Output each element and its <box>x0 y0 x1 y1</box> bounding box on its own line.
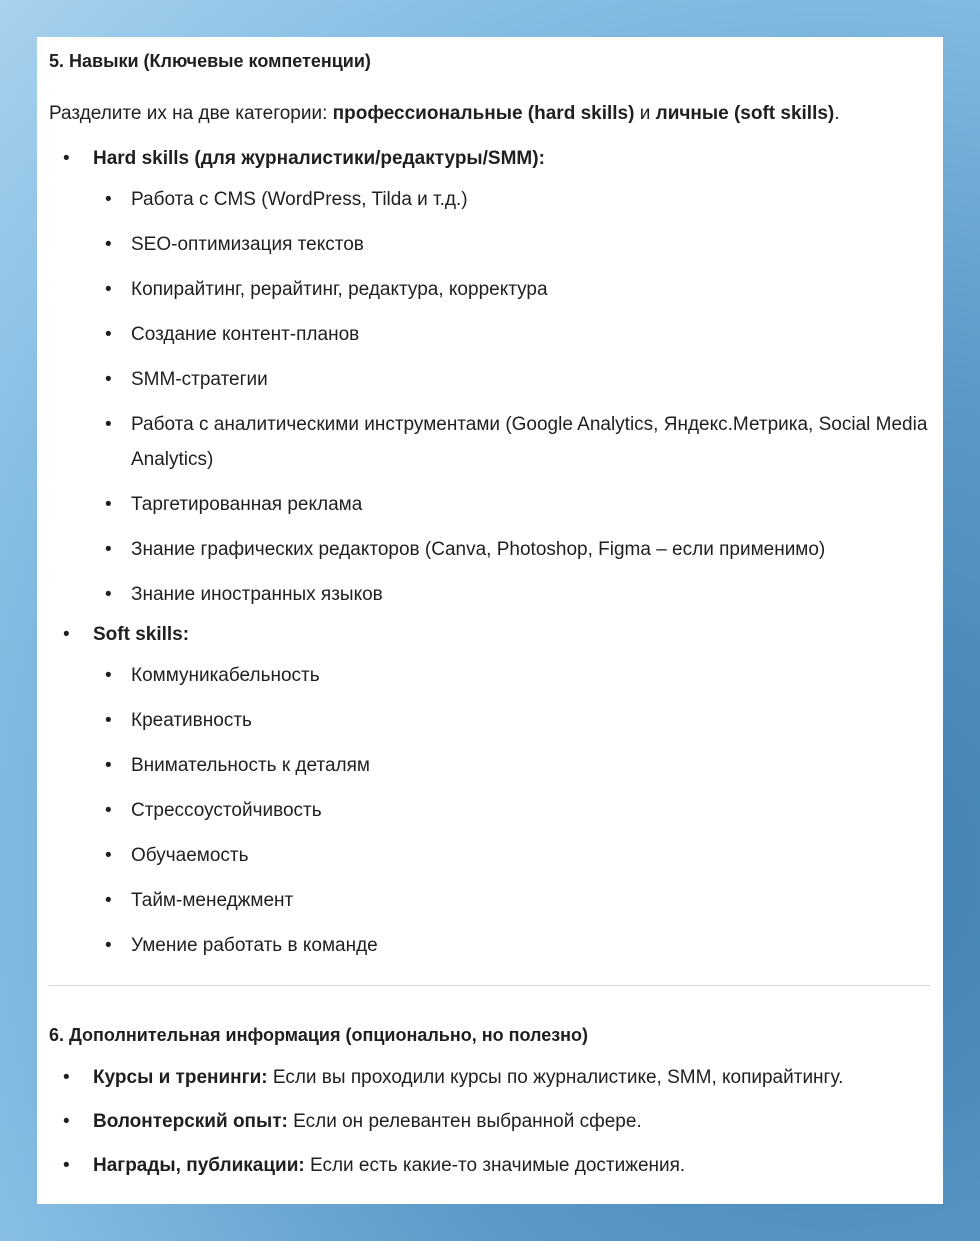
bullet-icon: • <box>63 148 70 169</box>
bullet-icon: • <box>105 189 112 210</box>
bullet-icon: • <box>105 710 112 731</box>
list-item-label: Волонтерский опыт: <box>93 1111 288 1132</box>
list-item <box>93 883 930 918</box>
list-item <box>49 1065 930 1091</box>
list-item <box>93 838 930 873</box>
intro-soft-skills: личные (soft skills) <box>655 103 835 124</box>
bullet-icon: • <box>105 494 112 515</box>
list-item-text: Креативность <box>131 710 252 731</box>
additional-info-list <box>49 1065 930 1179</box>
list-item <box>93 227 930 262</box>
list-item <box>93 748 930 783</box>
section-divider <box>49 985 930 986</box>
bullet-icon: • <box>105 279 112 300</box>
skills-categories <box>49 146 930 963</box>
bullet-icon: • <box>105 584 112 605</box>
bullet-icon: • <box>63 1155 70 1176</box>
list-item <box>93 577 930 612</box>
intro-prefix: Разделите их на две категории: <box>49 103 333 124</box>
list-item-text: Создание контент-планов <box>131 324 360 345</box>
bullet-icon: • <box>105 324 112 345</box>
list-item <box>93 658 930 693</box>
bullet-icon: • <box>105 890 112 911</box>
list-item-label: Курсы и тренинги: <box>93 1067 268 1088</box>
bullet-icon: • <box>105 665 112 686</box>
list-item-text: Таргетированная реклама <box>131 494 363 515</box>
list-item <box>93 362 930 397</box>
list-item <box>93 793 930 828</box>
list-item <box>93 272 930 307</box>
bullet-icon: • <box>105 539 112 560</box>
intro-middle: и <box>634 103 656 124</box>
list-item-text: Если он релевантен выбранной сфере. <box>287 1111 642 1132</box>
bullet-icon: • <box>105 234 112 255</box>
soft-skills-category <box>49 622 930 963</box>
list-item <box>93 928 930 963</box>
bullet-icon: • <box>105 935 112 956</box>
bullet-icon: • <box>63 1111 70 1132</box>
list-item-text: SMM-стратегии <box>131 369 268 390</box>
list-item <box>93 407 930 477</box>
list-item-text: Тайм-менеджмент <box>131 890 294 911</box>
list-item-text: Стрессоустойчивость <box>131 800 322 821</box>
list-item <box>93 182 930 217</box>
hard-skills-title: Hard skills (для журналистики/редактуры/SMM): <box>93 148 545 169</box>
list-item-text: SEO-оптимизация текстов <box>131 234 364 255</box>
list-item <box>93 487 930 522</box>
soft-skills-title: Soft skills: <box>93 624 190 645</box>
list-item-text: Знание иностранных языков <box>131 584 383 605</box>
bullet-icon: • <box>63 1067 70 1088</box>
list-item <box>49 1109 930 1135</box>
list-item-text: Если вы проходили курсы по журналистике, SMM, копирайтингу. <box>267 1067 844 1088</box>
list-item-text: Обучаемость <box>131 845 249 866</box>
list-item-label: Награды, публикации: <box>93 1155 305 1176</box>
section-5-intro <box>49 101 930 127</box>
intro-suffix: . <box>834 103 840 124</box>
hard-skills-category <box>49 146 930 612</box>
hard-skills-list <box>93 182 930 612</box>
section-5-title: 5. Навыки (Ключевые компетенции) <box>49 51 371 71</box>
list-item-text: Знание графических редакторов (Canva, Photoshop, Figma – если применимо) <box>131 539 826 560</box>
section-6-title: 6. Дополнительная информация (опционально, но полезно) <box>49 1025 589 1045</box>
list-item-text: Коммуникабельность <box>131 665 320 686</box>
list-item-text: Если есть какие-то значимые достижения. <box>304 1155 686 1176</box>
bullet-icon: • <box>105 369 112 390</box>
list-item <box>93 703 930 738</box>
bullet-icon: • <box>105 800 112 821</box>
soft-skills-list <box>93 658 930 963</box>
list-item <box>49 1153 930 1179</box>
list-item <box>93 532 930 567</box>
list-item-text: Копирайтинг, рерайтинг, редактура, корректура <box>131 279 548 300</box>
list-item-text: Работа с аналитическими инструментами (Google Analytics, Яндекс.Метрика, Social Media Analytics) <box>131 414 928 470</box>
list-item <box>93 317 930 352</box>
document-card <box>37 37 943 1204</box>
list-item-text: Умение работать в команде <box>131 935 378 956</box>
bullet-icon: • <box>105 845 112 866</box>
list-item-text: Внимательность к деталям <box>131 755 370 776</box>
list-item-text: Работа с CMS (WordPress, Tilda и т.д.) <box>131 189 468 210</box>
intro-hard-skills: профессиональные (hard skills) <box>332 103 635 124</box>
bullet-icon: • <box>105 414 112 435</box>
bullet-icon: • <box>63 624 70 645</box>
bullet-icon: • <box>105 755 112 776</box>
